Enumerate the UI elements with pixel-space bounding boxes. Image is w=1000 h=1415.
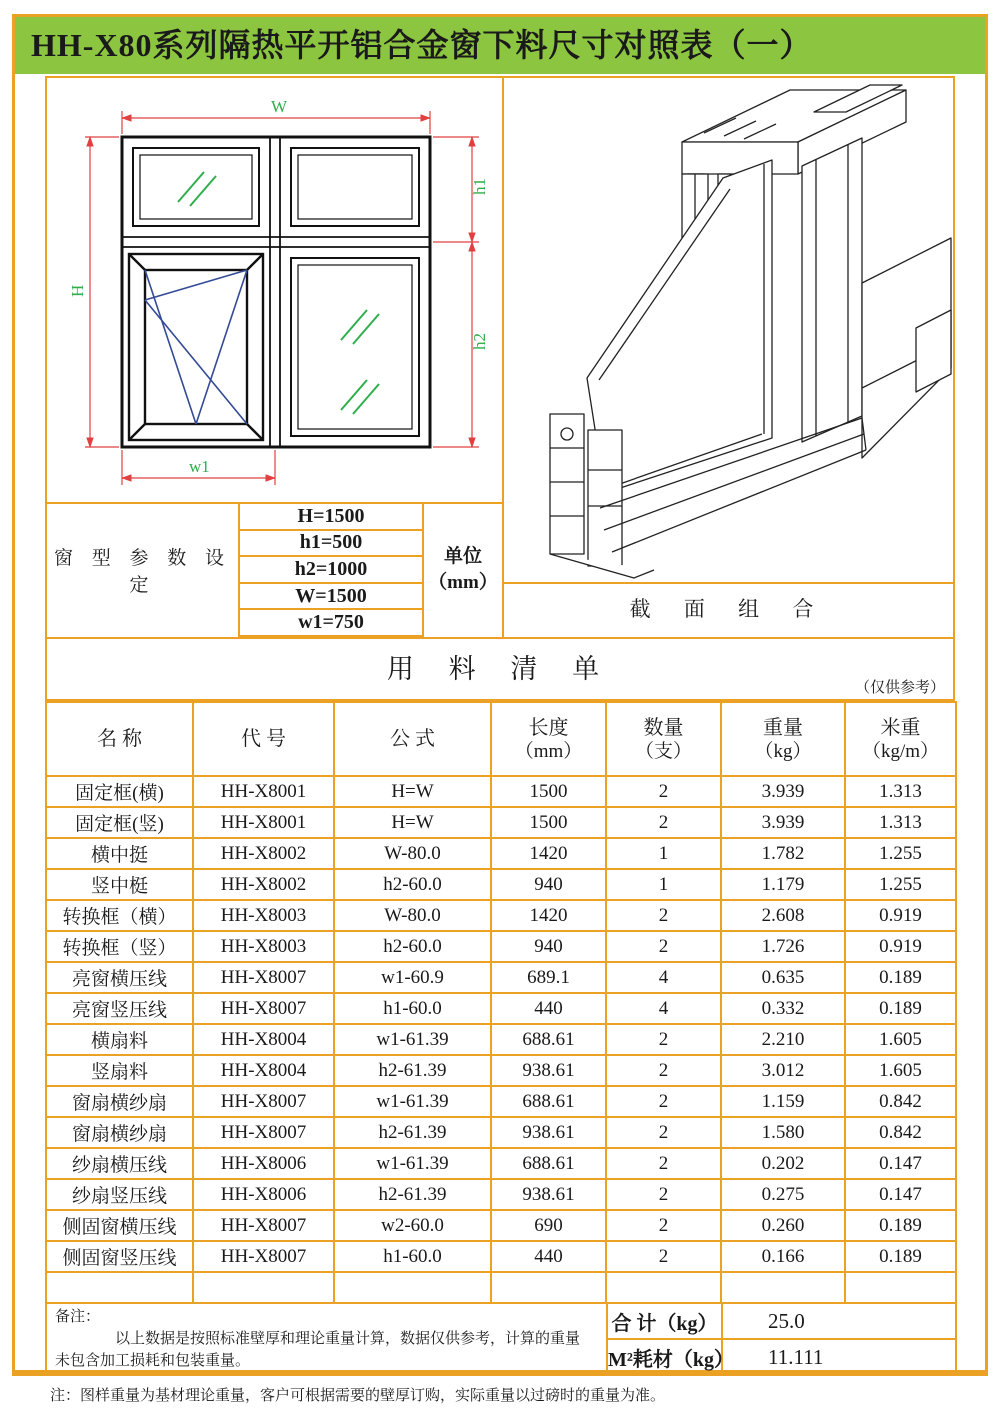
column-header: 名 称	[46, 702, 193, 776]
table-row	[46, 807, 956, 838]
table-row	[46, 869, 956, 900]
cell-formula: w1-60.9	[334, 962, 491, 993]
dim-label-w: W	[271, 97, 288, 116]
cell-name: 亮窗竖压线	[46, 993, 193, 1024]
param-value: W=1500	[239, 583, 423, 610]
window-outer-frame	[122, 137, 430, 447]
unit-value: （mm）	[428, 572, 498, 593]
cell-weight: 3.012	[721, 1055, 845, 1086]
column-header: 公 式	[334, 702, 491, 776]
table-row	[46, 1179, 956, 1210]
cell-weight: 1.159	[721, 1086, 845, 1117]
cell-formula: h2-61.39	[334, 1179, 491, 1210]
cell-mweight: 1.313	[845, 776, 956, 807]
cell-code: HH-X8004	[193, 1055, 334, 1086]
cell-qty: 2	[606, 1055, 721, 1086]
cell-qty: 1	[606, 869, 721, 900]
column-header: 米重 （kg/m）	[845, 702, 956, 776]
remark-line2: 未包含加工损耗和包装重量。	[55, 1352, 251, 1369]
unit-cell	[423, 504, 502, 636]
total-value: 25.0	[722, 1303, 956, 1339]
cell-formula: h1-60.0	[334, 1241, 491, 1272]
cell-name: 竖扇料	[46, 1055, 193, 1086]
cell-name: 亮窗横压线	[46, 962, 193, 993]
table-row	[46, 931, 956, 962]
cell-code: HH-X8007	[193, 993, 334, 1024]
cell-name: 侧固窗竖压线	[46, 1241, 193, 1272]
cell-weight: 2.210	[721, 1024, 845, 1055]
remark-cell	[46, 1303, 607, 1375]
pane-top-left	[133, 148, 259, 226]
window-diagram-svg	[47, 78, 502, 502]
cell-formula: h1-60.0	[334, 993, 491, 1024]
column-header: 重量 （kg）	[721, 702, 845, 776]
cell-mweight: 0.842	[845, 1086, 956, 1117]
cell-code: HH-X8002	[193, 869, 334, 900]
cell-length: 938.61	[491, 1117, 606, 1148]
section-caption: 截 面 组 合	[504, 582, 953, 637]
table-row	[46, 962, 956, 993]
param-section-label: 窗 型 参 数 设 定	[47, 504, 239, 636]
column-header: 代 号	[193, 702, 334, 776]
cell-code: HH-X8004	[193, 1024, 334, 1055]
material-header-row	[46, 702, 956, 776]
cell-name: 竖中梃	[46, 869, 193, 900]
cell-code: HH-X8002	[193, 838, 334, 869]
cell-name: 窗扇横纱扇	[46, 1117, 193, 1148]
cell-weight: 0.635	[721, 962, 845, 993]
cell-name: 固定框(竖)	[46, 807, 193, 838]
column-header: 长度 （mm）	[491, 702, 606, 776]
cell-weight: 3.939	[721, 807, 845, 838]
cell-weight: 0.260	[721, 1210, 845, 1241]
table-row	[46, 1055, 956, 1086]
page-footnote: 注：图样重量为基材理论重量，客户可根据需要的壁厚订购，实际重量以过磅时的重量为准。	[50, 1388, 666, 1404]
cell-formula: h2-60.0	[334, 931, 491, 962]
cell-weight: 0.202	[721, 1148, 845, 1179]
cell-code: HH-X8007	[193, 962, 334, 993]
glass-mark-top-left	[178, 172, 216, 206]
table-row	[46, 1210, 956, 1241]
cell-qty: 2	[606, 900, 721, 931]
cell-formula: H=W	[334, 807, 491, 838]
cell-mweight: 0.189	[845, 1241, 956, 1272]
parameter-table	[47, 502, 502, 637]
cell-weight: 0.332	[721, 993, 845, 1024]
cell-code: HH-X8006	[193, 1148, 334, 1179]
cell-weight: 1.782	[721, 838, 845, 869]
cell-mweight: 0.147	[845, 1148, 956, 1179]
table-row	[46, 993, 956, 1024]
cell-weight: 1.580	[721, 1117, 845, 1148]
cell-mweight: 0.919	[845, 931, 956, 962]
cell-qty: 2	[606, 931, 721, 962]
table-row	[46, 1117, 956, 1148]
cell-mweight: 1.255	[845, 838, 956, 869]
cell-mweight: 1.605	[845, 1055, 956, 1086]
cell-mweight: 0.189	[845, 1210, 956, 1241]
cell-name: 纱扇横压线	[46, 1148, 193, 1179]
cell-mweight: 0.919	[845, 900, 956, 931]
cell-qty: 1	[606, 838, 721, 869]
cell-mweight: 0.842	[845, 1117, 956, 1148]
cell-code: HH-X8007	[193, 1086, 334, 1117]
cell-qty: 2	[606, 1241, 721, 1272]
cell-formula: H=W	[334, 776, 491, 807]
glass-mark-bottom-right-2	[341, 380, 379, 414]
cell-length: 940	[491, 931, 606, 962]
cell-mweight: 0.189	[845, 993, 956, 1024]
cell-name: 侧固窗横压线	[46, 1210, 193, 1241]
dim-label-h: H	[68, 284, 87, 297]
cell-qty: 4	[606, 993, 721, 1024]
per-sqm-label: M²耗材（kg）	[607, 1339, 722, 1375]
dim-label-w1: w1	[189, 457, 210, 476]
cell-formula: h2-61.39	[334, 1055, 491, 1086]
cell-qty: 2	[606, 1086, 721, 1117]
cell-qty: 2	[606, 1179, 721, 1210]
cell-weight: 2.608	[721, 900, 845, 931]
cell-formula: w2-60.0	[334, 1210, 491, 1241]
cell-code: HH-X8007	[193, 1210, 334, 1241]
cell-qty: 2	[606, 1117, 721, 1148]
cell-length: 938.61	[491, 1179, 606, 1210]
material-list-band	[45, 639, 955, 701]
param-value: h1=500	[239, 530, 423, 557]
cell-length: 440	[491, 993, 606, 1024]
cell-code: HH-X8003	[193, 931, 334, 962]
param-value: w1=750	[239, 609, 423, 636]
table-row	[46, 900, 956, 931]
cell-weight: 1.726	[721, 931, 845, 962]
cell-weight: 1.179	[721, 869, 845, 900]
table-row	[46, 1148, 956, 1179]
unit-label: 单位	[443, 546, 482, 568]
remark-label: 备注：	[55, 1309, 101, 1325]
cell-code: HH-X8001	[193, 776, 334, 807]
material-table	[45, 701, 957, 1304]
cell-length: 1420	[491, 900, 606, 931]
cell-weight: 0.275	[721, 1179, 845, 1210]
per-sqm-value: 11.111	[722, 1339, 956, 1375]
cell-mweight: 1.313	[845, 807, 956, 838]
cell-code: HH-X8001	[193, 807, 334, 838]
cell-weight: 3.939	[721, 776, 845, 807]
cell-mweight: 1.255	[845, 869, 956, 900]
cell-qty: 2	[606, 1148, 721, 1179]
table-row	[46, 1024, 956, 1055]
dimension-labels	[68, 97, 489, 476]
cell-length: 1500	[491, 776, 606, 807]
cell-qty: 2	[606, 1210, 721, 1241]
table-row	[46, 838, 956, 869]
cell-mweight: 0.147	[845, 1179, 956, 1210]
cell-length: 440	[491, 1241, 606, 1272]
dim-label-h2: h2	[470, 333, 489, 350]
window-diagram-panel	[47, 78, 504, 637]
cell-length: 938.61	[491, 1055, 606, 1086]
cell-length: 688.61	[491, 1024, 606, 1055]
cross-section-svg	[504, 78, 953, 582]
cell-formula: W-80.0	[334, 900, 491, 931]
pane-top-right	[291, 148, 419, 226]
param-value: h2=1000	[239, 556, 423, 583]
cell-length: 1500	[491, 807, 606, 838]
cell-length: 688.61	[491, 1148, 606, 1179]
cell-length: 688.61	[491, 1086, 606, 1117]
empty-row	[46, 1272, 956, 1303]
cell-formula: w1-61.39	[334, 1024, 491, 1055]
tilt-turn-symbol	[145, 270, 247, 424]
cell-weight: 0.166	[721, 1241, 845, 1272]
cell-name: 转换框（竖）	[46, 931, 193, 962]
cell-mweight: 0.189	[845, 962, 956, 993]
cell-qty: 2	[606, 807, 721, 838]
content-area	[45, 76, 955, 1374]
material-rows	[46, 776, 956, 1272]
cell-qty: 2	[606, 1024, 721, 1055]
cell-formula: w1-61.39	[334, 1086, 491, 1117]
table-row	[46, 776, 956, 807]
glass-mark-bottom-right-1	[341, 310, 379, 344]
remark-line1: 以上数据是按照标准壁厚和理论重量计算，数据仅供参考，计算的重量	[115, 1330, 581, 1347]
param-body	[47, 504, 502, 636]
cell-length: 1420	[491, 838, 606, 869]
table-row	[46, 1086, 956, 1117]
column-header: 数量 （支）	[606, 702, 721, 776]
cell-code: HH-X8003	[193, 900, 334, 931]
title-bar	[15, 17, 985, 74]
reference-only-note: （仅供参考）	[854, 680, 945, 696]
cell-code: HH-X8007	[193, 1117, 334, 1148]
cell-formula: w1-61.39	[334, 1148, 491, 1179]
total-label: 合 计（kg）	[607, 1303, 722, 1339]
cell-code: HH-X8006	[193, 1179, 334, 1210]
cell-name: 窗扇横纱扇	[46, 1086, 193, 1117]
cell-name: 固定框(横)	[46, 776, 193, 807]
cell-formula: h2-60.0	[334, 869, 491, 900]
top-section	[45, 76, 955, 639]
cell-qty: 4	[606, 962, 721, 993]
table-row	[46, 1241, 956, 1272]
material-list-title: 用 料 清 单	[386, 654, 614, 684]
dim-label-h1: h1	[470, 178, 489, 195]
mullions	[122, 137, 430, 447]
cell-length: 689.1	[491, 962, 606, 993]
cell-name: 转换框（横）	[46, 900, 193, 931]
param-value: H=1500	[239, 504, 423, 530]
cell-name: 纱扇竖压线	[46, 1179, 193, 1210]
cell-length: 940	[491, 869, 606, 900]
section-view-panel	[504, 78, 953, 637]
cell-length: 690	[491, 1210, 606, 1241]
cell-name: 横扇料	[46, 1024, 193, 1055]
summary-table	[45, 1302, 957, 1376]
cell-formula: h2-61.39	[334, 1117, 491, 1148]
pane-bottom-right	[291, 258, 419, 436]
cell-mweight: 1.605	[845, 1024, 956, 1055]
cell-formula: W-80.0	[334, 838, 491, 869]
cell-qty: 2	[606, 776, 721, 807]
page-title: HH-X80系列隔热平开铝合金窗下料尺寸对照表（一）	[31, 27, 813, 63]
cell-code: HH-X8007	[193, 1241, 334, 1272]
cell-name: 横中挺	[46, 838, 193, 869]
